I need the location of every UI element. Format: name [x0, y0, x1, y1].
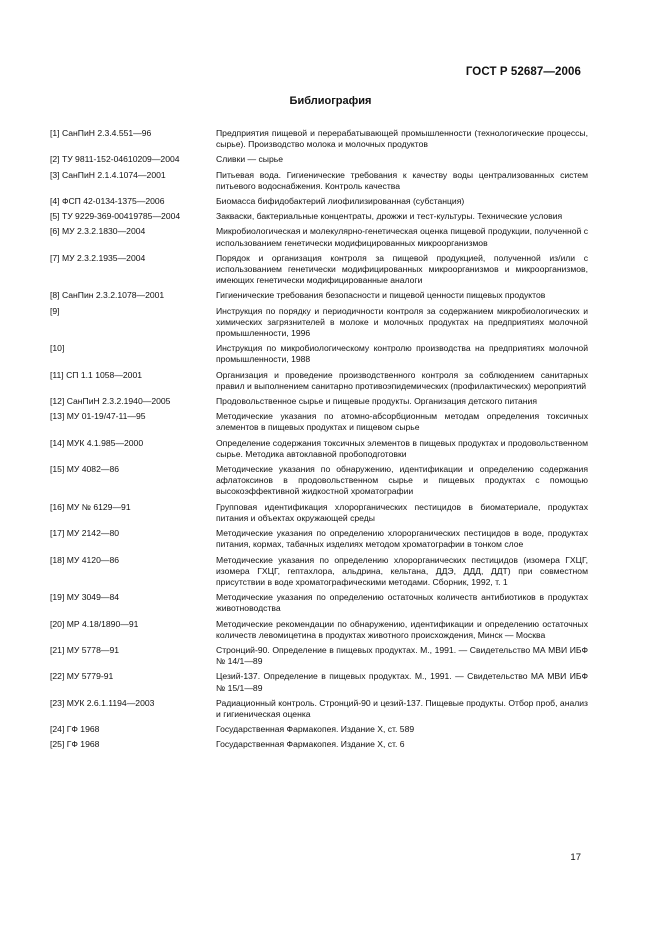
reference-description: Предприятия пищевой и перерабатывающей промышленности (технологические процессы, сырье). Производство молока и молочных продуктов: [216, 128, 588, 150]
reference-entry: [50, 196, 588, 207]
reference-code: [9]: [50, 305, 60, 316]
reference-entry: [50, 370, 588, 392]
reference-description: Закваски, бактериальные концентраты, дрожжи и тест-культуры. Технические условия: [216, 211, 563, 222]
reference-code: [12] СанПиН 2.3.2.1940—2005: [50, 396, 171, 407]
reference-code: [11] СП 1.1 1058—2001: [50, 369, 143, 380]
reference-entry: [50, 464, 588, 498]
reference-entry: [50, 502, 588, 524]
reference-code: [10]: [50, 343, 65, 354]
reference-description: Инструкция по микробиологическому контролю производства на предприятиях молочной промышленности, 1988: [216, 343, 588, 365]
reference-description: Методические указания по определению остаточных количеств антибиотиков в продуктах животноводства: [216, 592, 588, 614]
reference-code: [2] ТУ 9811-152-04610209—2004: [50, 154, 180, 165]
page-title: Библиография: [289, 95, 372, 107]
reference-entry: [50, 411, 588, 433]
reference-code: [20] МР 4.18/1890—91: [50, 618, 139, 629]
reference-entry: [50, 290, 588, 301]
reference-description: Государственная Фармакопея. Издание X, ст. 6: [216, 739, 405, 750]
reference-code: [25] ГФ 1968: [50, 739, 100, 750]
reference-code: [18] МУ 4120—86: [50, 554, 119, 565]
reference-code: [16] МУ № 6129—91: [50, 501, 131, 512]
reference-entry: [50, 211, 588, 222]
reference-entry: [50, 739, 588, 750]
reference-entry: [50, 724, 588, 735]
reference-description: Методические указания по определению хлорорганических пестицидов в воде, продуктах питания, кормах, табачных изделиях методом хроматографии в тонком слое: [216, 528, 588, 550]
reference-code: [15] МУ 4082—86: [50, 464, 119, 475]
reference-description: Биомасса бифидобактерий лиофилизированная (субстанция): [216, 196, 465, 207]
reference-description: Методические указания по обнаружению, идентификации и определению содержания афлатоксинов в продовольственном сырье и пищевых продуктах с помощью высокоэффективной жидкостной хроматографии: [216, 464, 588, 497]
reference-entry: [50, 343, 588, 365]
reference-code: [21] МУ 5778—91: [50, 644, 119, 655]
reference-code: [19] МУ 3049—84: [50, 592, 119, 603]
reference-entry: [50, 253, 588, 287]
reference-entry: [50, 592, 588, 614]
reference-code: [24] ГФ 1968: [50, 724, 100, 735]
reference-description: Порядок и организация контроля за пищевой продукцией, полученной из/или с использованием генетически модифицированных микроорганизмов и микроорганизмов, имеющих генетически модифицированные аналоги: [216, 252, 588, 286]
reference-description: Сливки — сырье: [216, 154, 284, 165]
reference-code: [14] МУК 4.1.985—2000: [50, 437, 144, 448]
reference-code: [5] ТУ 9229-369-00419785—2004: [50, 211, 181, 222]
reference-code: [8] СанПин 2.3.2.1078—2001: [50, 290, 165, 301]
reference-code: [23] МУК 2.6.1.1194—2003: [50, 697, 155, 708]
reference-description: Организация и проведение производственного контроля за соблюдением санитарных правил и выполнением санитарно противоэпидемических (профилактических) мероприятий: [216, 369, 588, 391]
reference-code: [17] МУ 2142—80: [50, 528, 119, 539]
reference-description: Стронций-90. Определение в пищевых продуктах. М., 1991. — Свидетельство МА МВИ ИБФ № 14/1—89: [216, 644, 588, 667]
reference-description: Цезий-137. Определение в пищевых продуктах. М., 1991. — Свидетельство МА МВИ ИБФ № 15/1—89: [216, 671, 588, 693]
reference-description: Продовольственное сырье и пищевые продукты. Организация детского питания: [216, 396, 537, 407]
reference-entry: [50, 438, 588, 460]
reference-description: Определение содержания токсичных элементов в пищевых продуктах и продовольственном сырье. Методика автоклавной пробоподготовки: [216, 437, 588, 459]
reference-entry: [50, 306, 588, 340]
reference-description: Радиационный контроль. Стронций-90 и цезий-137. Пищевые продукты. Отбор проб, анализ и гигиеническая оценка: [216, 697, 588, 719]
reference-entry: [50, 170, 588, 192]
reference-entry: [50, 645, 588, 667]
reference-description: Методические указания по атомно-абсорбционным методам определения токсичных элементов в пищевых продуктах и пищевом сырье: [216, 411, 588, 433]
reference-description: Микробиологическая и молекулярно-генетическая оценка пищевой продукции, полученной с использованием генетически модифицированных микроорганизмов: [216, 226, 588, 248]
reference-code: [1] СанПиН 2.3.4.551—96: [50, 128, 152, 138]
reference-entry: [50, 154, 588, 165]
reference-description: Гигиенические требования безопасности и пищевой ценности пищевых продуктов: [216, 290, 546, 301]
reference-description: Питьевая вода. Гигиенические требования к качеству воды централизованных систем питьевого водоснабжения. Контроль качества: [216, 169, 588, 191]
reference-entry: [50, 698, 588, 720]
reference-entry: [50, 619, 588, 641]
bibliography-list: [50, 128, 588, 755]
reference-entry: [50, 226, 588, 248]
reference-code: [22] МУ 5779-91: [50, 671, 114, 682]
reference-code: [7] МУ 2.3.2.1935—2004: [50, 252, 146, 263]
reference-entry: [50, 671, 588, 693]
reference-description: Государственная Фармакопея. Издание X, ст. 589: [216, 724, 415, 735]
reference-description: Методические указания по определению хлорорганических пестицидов (изомера ГХЦГ, изомера ГХЦГ, гептахлора, альдрина, кельтана, ДДЭ, ДДД, ДДТ) при совместном присутствии в воде хроматографическими методами. Сборник, 1992, т. 1: [216, 554, 588, 587]
reference-code: [13] МУ 01-19/47-11—95: [50, 411, 146, 422]
reference-entry: [50, 128, 588, 150]
reference-code: [3] СанПиН 2.1.4.1074—2001: [50, 169, 166, 180]
page-number: 17: [570, 852, 581, 863]
reference-entry: [50, 396, 588, 407]
reference-description: Инструкция по порядку и периодичности контроля за содержанием микробиологических и химических загрязнителей в молоке и молочных продуктах на предприятиях молочной промышленности, 1996: [216, 305, 588, 339]
reference-code: [6] МУ 2.3.2.1830—2004: [50, 226, 146, 237]
reference-description: Методические рекомендации по обнаружению, идентификации и определению остаточных количеств левомицетина в продуктах животного происхождения, Минск — Москва: [216, 618, 588, 640]
reference-entry: [50, 555, 588, 589]
reference-entry: [50, 528, 588, 550]
reference-description: Групповая идентификация хлорорганических пестицидов в биоматериале, продуктах питания и объектах окружающей среды: [216, 501, 588, 523]
reference-code: [4] ФСП 42-0134-1375—2006: [50, 196, 165, 207]
document-id-header: ГОСТ Р 52687—2006: [465, 66, 581, 78]
